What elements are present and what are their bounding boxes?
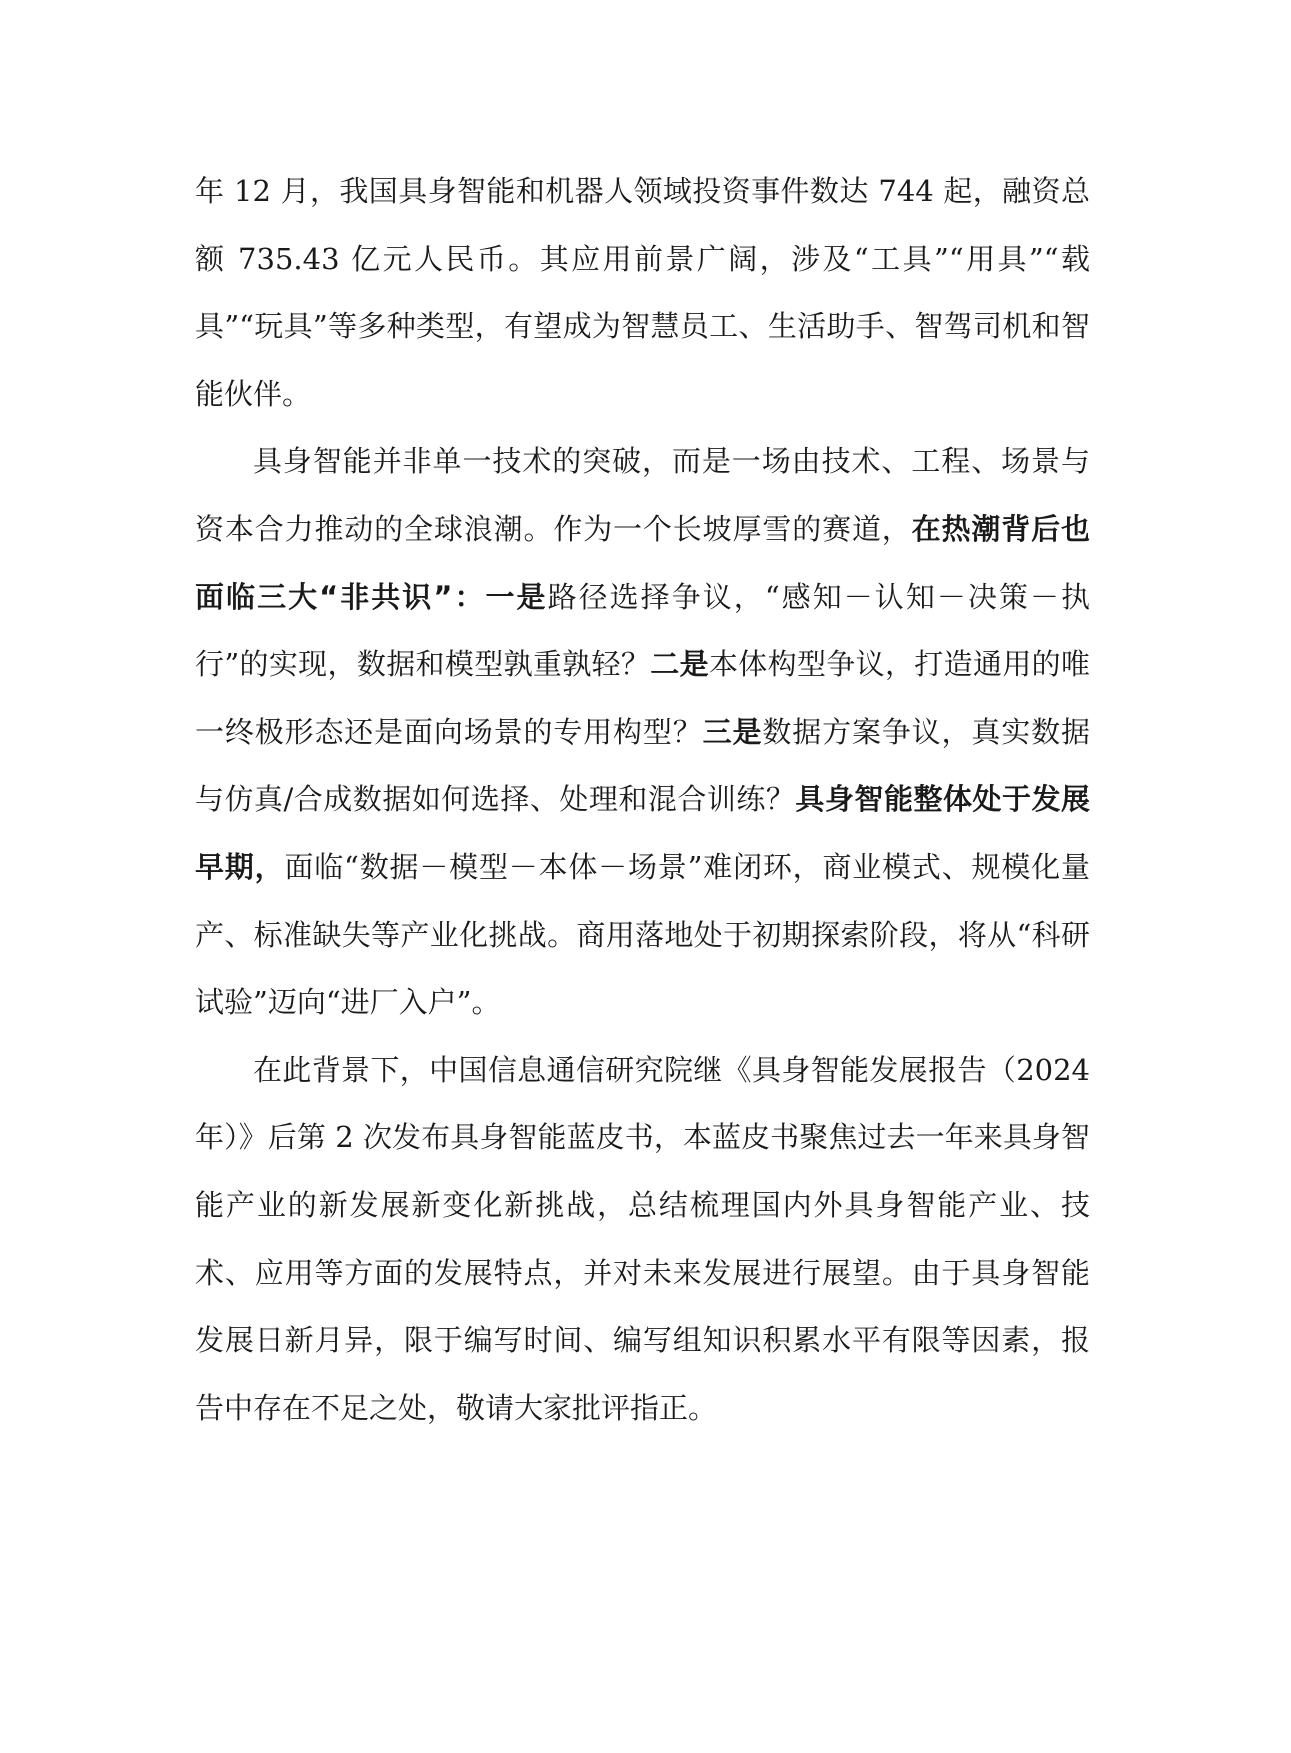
paragraph-2 <box>195 428 1090 1036</box>
paragraph-3 <box>195 1037 1090 1443</box>
text-segment: 具身智能并非单一技术的突破，而是一场由技术、工程、场景与资本合力推动的全球浪潮。作为一个长坡厚雪的赛道， <box>195 444 1090 546</box>
text-segment: 本体构型争议，打造通用的唯一终极形态还是面向场景的专用构型？ <box>195 647 1090 749</box>
text-segment: 年 12 月，我国具身智能和机器人领域投资事件数达 744 起，融资总额 735.43 亿元人民币。其应用前景广阔，涉及“工具”“用具”“载具”“玩具”等多种类型，有望成为智慧员工、生活助手、智驾司机和智能伙伴。 <box>195 174 1090 411</box>
bold-text-segment: 在热潮背后也面临三大“非共识”：一是 <box>195 511 1090 614</box>
bold-text-segment: 二是 <box>650 647 709 682</box>
body-text <box>195 158 1090 1442</box>
text-segment: 在此背景下，中国信息通信研究院继《具身智能发展报告（2024 年）》后第 2 次发布具身智能蓝皮书，本蓝皮书聚焦过去一年来具身智能产业的新发展新变化新挑战，总结梳理国内外具身智能产业、技术、应用等方面的发展特点，并对未来发展进行展望。由于具身智能发展日新月异，限于编写时间、编写组知识积累水平有限等因素，报告中存在不足之处，敬请大家批评指正。 <box>195 1052 1090 1425</box>
bold-text-segment: 具身智能整体处于发展早期， <box>195 782 1090 884</box>
text-segment: 路径选择争议，“感知－认知－决策－执行”的实现，数据和模型孰重孰轻？ <box>195 579 1091 682</box>
bold-text-segment: 三是 <box>702 714 763 749</box>
text-segment: 面临“数据－模型－本体－场景”难闭环，商业模式、规模化量产、标准缺失等产业化挑战。商用落地处于初期探索阶段，将从“科研试验”迈向“进厂入户”。 <box>195 849 1090 1020</box>
paragraph-1 <box>195 158 1090 428</box>
text-segment: 数据方案争议，真实数据与仿真/合成数据如何选择、处理和混合训练？ <box>195 714 1090 817</box>
